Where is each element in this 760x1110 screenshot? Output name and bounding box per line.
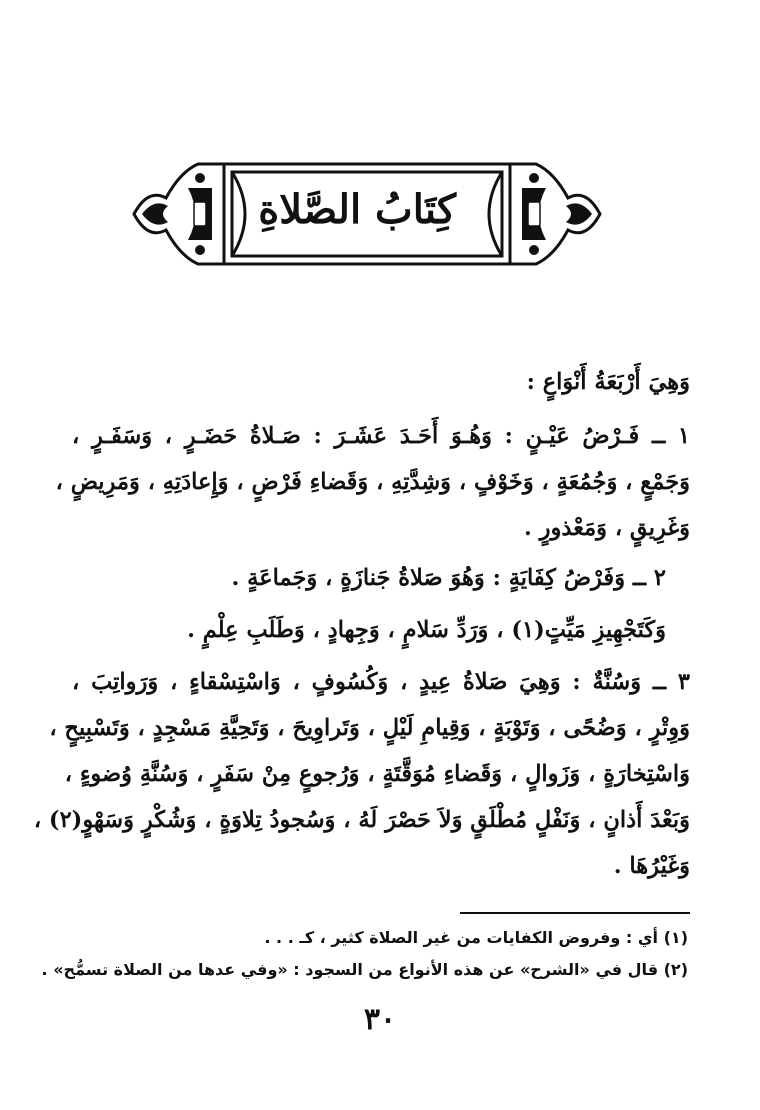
chapter-title: كِتَابُ الصَّلاةِ xyxy=(258,186,456,233)
main-text xyxy=(33,362,690,892)
section2-line2: وَكَتَجْهِيزِ مَيِّتٍ(١) ، وَرَدِّ سَلامٍ ، وَجِهادٍ ، وَطَلَبِ عِلْمٍ . xyxy=(187,617,666,643)
section2-line1: ٢ ــ وَفَرْضُ كِفَايَةٍ : وَهُوَ صَلاةُ جَنازَةٍ ، وَجَماعَةٍ . xyxy=(231,565,666,591)
section1-line3: وَغَرِيقٍ ، وَمَعْذورٍ . xyxy=(524,515,690,541)
page-number: ٣٠ xyxy=(363,1002,397,1037)
section3-line1: ٣ ــ وَسُنَّةٌ : وَهِيَ صَلاةُ عِيدٍ ، وَكُسُوفٍ ، وَاسْتِسْقاءٍ ، وَرَواتِبَ ، xyxy=(72,669,690,695)
section3-line4: وَبَعْدَ أَذانٍ ، وَنَفْلٍ مُطْلَقٍ وَلاَ حَصْرَ لَهُ ، وَسُجودُ تِلاوَةٍ ، وَشُكْرٍ وَسَهْوٍ(٢) ، xyxy=(33,807,690,833)
footnote-1: (١) أي : وفروض الكفايات من غير الصلاة كثير ، كـ . . . xyxy=(264,928,688,947)
intro-line: وَهِيَ أَرْبَعَةُ أَنْوَاعٍ : xyxy=(526,369,690,395)
section1-line2: وَجَمْعٍ ، وَجُمُعَةٍ ، وَخَوْفٍ ، وَشِدَّتِهِ ، وَقَضاءِ فَرْضٍ ، وَإِعادَتِهِ ، وَمَرِيضٍ ، xyxy=(55,469,690,495)
section3-line3: وَاسْتِخارَةٍ ، وَزَوالٍ ، وَقَضاءِ مُوَقَّتَةٍ ، وَرُجوعٍ مِنْ سَفَرٍ ، وَسُنَّةِ وُضوءٍ ، xyxy=(64,761,690,787)
footnote-divider xyxy=(460,912,690,914)
section1-line1: ١ ــ فَـرْضُ عَيْـنٍ : وَهُـوَ أَحَـدَ عَشَـرَ : صَـلاةُ حَضَـرٍ ، وَسَفَـرٍ ، xyxy=(72,423,690,449)
ornamental-title-frame xyxy=(128,158,606,270)
section3-line2: وَوِتْرٍ ، وَضُحًى ، وَتَوْبَةٍ ، وَقِيامِ لَيْلٍ ، وَتَراوِيحَ ، وَتَحِيَّةِ مَسْجِدٍ ، وَتَسْبِيحٍ ، xyxy=(49,715,690,741)
section3-line5: وَغَيْرُهَا . xyxy=(613,853,690,879)
footnote-2: (٢) قال في «الشرح» عن هذه الأنواع من السجود : «وفي عدها من الصلاة تسمُّح» . xyxy=(41,960,688,979)
